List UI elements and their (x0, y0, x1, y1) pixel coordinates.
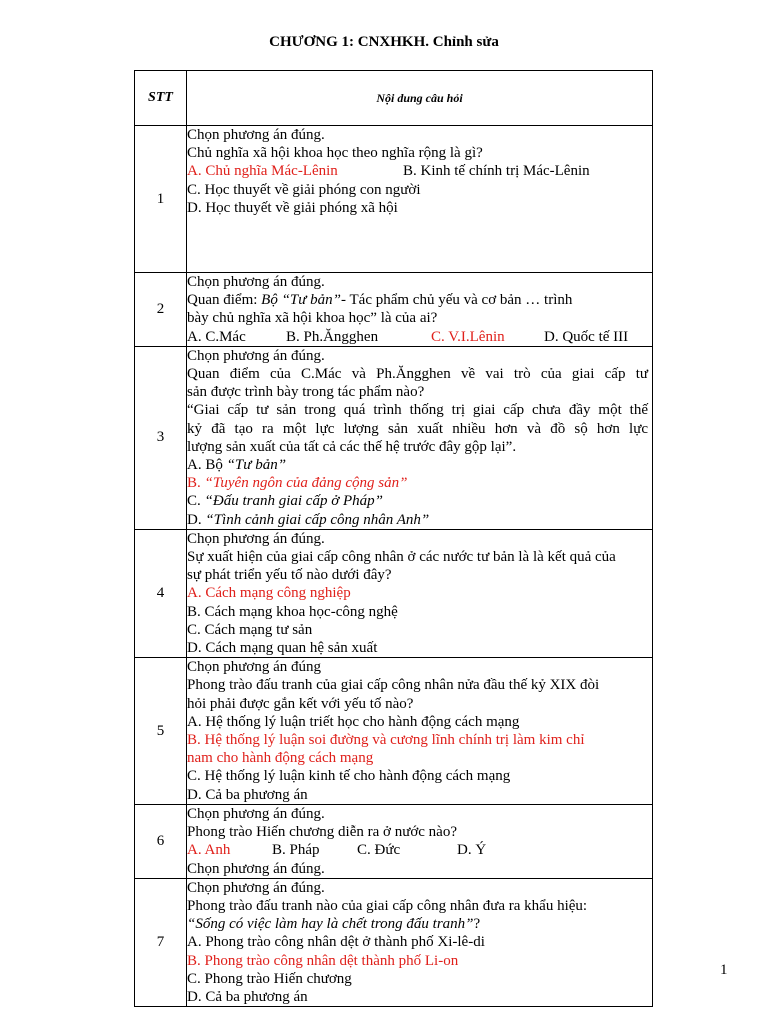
option-d: D. Cả ba phương án (187, 988, 308, 1005)
option-c: C. Đức (357, 842, 401, 859)
option-b: B. Kinh tế chính trị Mác-Lênin (403, 163, 590, 180)
option-b-correct: B. Hệ thống lý luận soi đường và cương lĩnh chính trị làm kim chỉ (187, 732, 585, 749)
question-text-cont: sự phát triển yếu tố nào dưới đây? (187, 567, 392, 584)
question-intro: Chọn phương án đúng. (187, 879, 325, 896)
quote-line: “Giai cấp tư sản trong quá trình thống trị giai cấp chưa đầy một thế (187, 402, 648, 419)
question-cell (187, 346, 653, 529)
row-number: 6 (135, 804, 187, 878)
table-row (135, 878, 653, 1006)
page-number: 1 (720, 962, 728, 978)
option-c: C. Học thuyết về giải phóng con người (187, 181, 421, 198)
option-b-correct: B. “Tuyên ngôn của đảng cộng sản” (187, 475, 408, 492)
row-number: 1 (135, 126, 187, 273)
option-c: C. Cách mạng tư sản (187, 621, 313, 638)
option-c-correct: C. V.I.Lênin (431, 328, 505, 345)
question-intro: Chọn phương án đúng. (187, 347, 325, 364)
option-a-correct: A. Anh (187, 842, 231, 859)
question-outro: Chọn phương án đúng. (187, 860, 325, 877)
question-text: Phong trào Hiến chương diễn ra ở nước nào? (187, 824, 457, 841)
question-text: Chủ nghĩa xã hội khoa học theo nghĩa rộng là gì? (187, 145, 483, 162)
row-number: 3 (135, 346, 187, 529)
row-number: 4 (135, 529, 187, 657)
row-number: 7 (135, 878, 187, 1006)
option-b-correct: B. Phong trào công nhân dệt thành phố Li-on (187, 952, 459, 969)
question-text: Quan điểm: Bộ “Tư bản”- Tác phẩm chủ yếu và cơ bản … trình (187, 292, 573, 309)
option-d: D. Cách mạng quan hệ sản xuất (187, 640, 378, 657)
option-c: C. Hệ thống lý luận kinh tế cho hành động cách mạng (187, 768, 511, 785)
question-intro: Chọn phương án đúng. (187, 127, 325, 143)
option-row (187, 162, 648, 180)
question-cell (187, 658, 653, 805)
row-number: 2 (135, 273, 187, 347)
question-text-cont: hỏi phải được gắn kết với yếu tố nào? (187, 695, 414, 712)
option-d: D. Học thuyết về giải phóng xã hội (187, 199, 398, 216)
table-row (135, 529, 653, 657)
table-row (135, 346, 653, 529)
option-b: B. Ph.Ăngghen (286, 328, 379, 345)
option-b: B. Cách mạng khoa học-công nghệ (187, 603, 398, 620)
option-b-correct-cont: nam cho hành động cách mạng (187, 750, 374, 767)
question-intro: Chọn phương án đúng. (187, 805, 325, 822)
question-cell (187, 804, 653, 878)
question-text-cont: bày chủ nghĩa xã hội khoa học” là của ai? (187, 310, 438, 327)
option-a: A. C.Mác (187, 328, 246, 345)
option-d: D. Cả ba phương án (187, 786, 308, 803)
option-c: C. “Đấu tranh giai cấp ở Pháp” (187, 493, 383, 510)
question-intro: Chọn phương án đúng. (187, 274, 325, 290)
question-text: Quan điểm của C.Mác và Ph.Ăngghen về vai trò của giai cấp tư (187, 366, 648, 383)
option-b: B. Pháp (272, 842, 320, 859)
table-header-row (135, 71, 653, 126)
option-a: A. Hệ thống lý luận triết học cho hành động cách mạng (187, 713, 520, 730)
option-row (187, 841, 648, 859)
option-a: A. Phong trào công nhân dệt ở thành phố Xi-lê-di (187, 934, 485, 951)
table-row (135, 273, 653, 347)
question-cell (187, 529, 653, 657)
question-text: Phong trào đấu tranh nào của giai cấp công nhân đưa ra khẩu hiệu: (187, 897, 588, 914)
question-cell (187, 126, 653, 273)
quote-line: kỷ đã tạo ra một lực lượng sản xuất nhiều hơn và đồ sộ hơn lực (187, 420, 648, 437)
question-intro: Chọn phương án đúng. (187, 530, 325, 547)
question-cell (187, 273, 653, 347)
option-a-correct: A. Cách mạng công nghiệp (187, 585, 351, 602)
table-row (135, 658, 653, 805)
header-stt: STT (135, 71, 187, 126)
option-c: C. Phong trào Hiến chương (187, 970, 352, 987)
option-row (187, 328, 648, 346)
row-number: 5 (135, 658, 187, 805)
option-d: D. Ý (457, 842, 487, 859)
question-text: Sự xuất hiện của giai cấp công nhân ở các nước tư bản là là kết quả của (187, 549, 616, 566)
page-title: CHƯƠNG 1: CNXHKH. Chỉnh sửa (269, 34, 499, 50)
option-a: A. Bộ “Tư bản” (187, 457, 287, 474)
option-a-correct: A. Chủ nghĩa Mác-Lênin (187, 163, 338, 180)
table-row (135, 804, 653, 878)
question-text-cont: sản được trình bày trong tác phẩm nào? (187, 384, 425, 401)
header-content: Nội dung câu hỏi (187, 71, 653, 126)
question-cell (187, 878, 653, 1006)
question-table (134, 70, 653, 1007)
question-intro: Chọn phương án đúng (187, 659, 321, 676)
option-d: D. “Tình cảnh giai cấp công nhân Anh” (187, 511, 430, 528)
slogan-line: “Sống có việc làm hay là chết trong đấu tranh”? (187, 916, 481, 933)
question-text: Phong trào đấu tranh của giai cấp công nhân nửa đầu thế kỷ XIX đòi (187, 677, 600, 694)
option-d: D. Quốc tế III (544, 328, 629, 345)
table-row (135, 126, 653, 273)
quote-line: lượng sản xuất của tất cả các thế hệ trước đây gộp lại”. (187, 438, 517, 455)
